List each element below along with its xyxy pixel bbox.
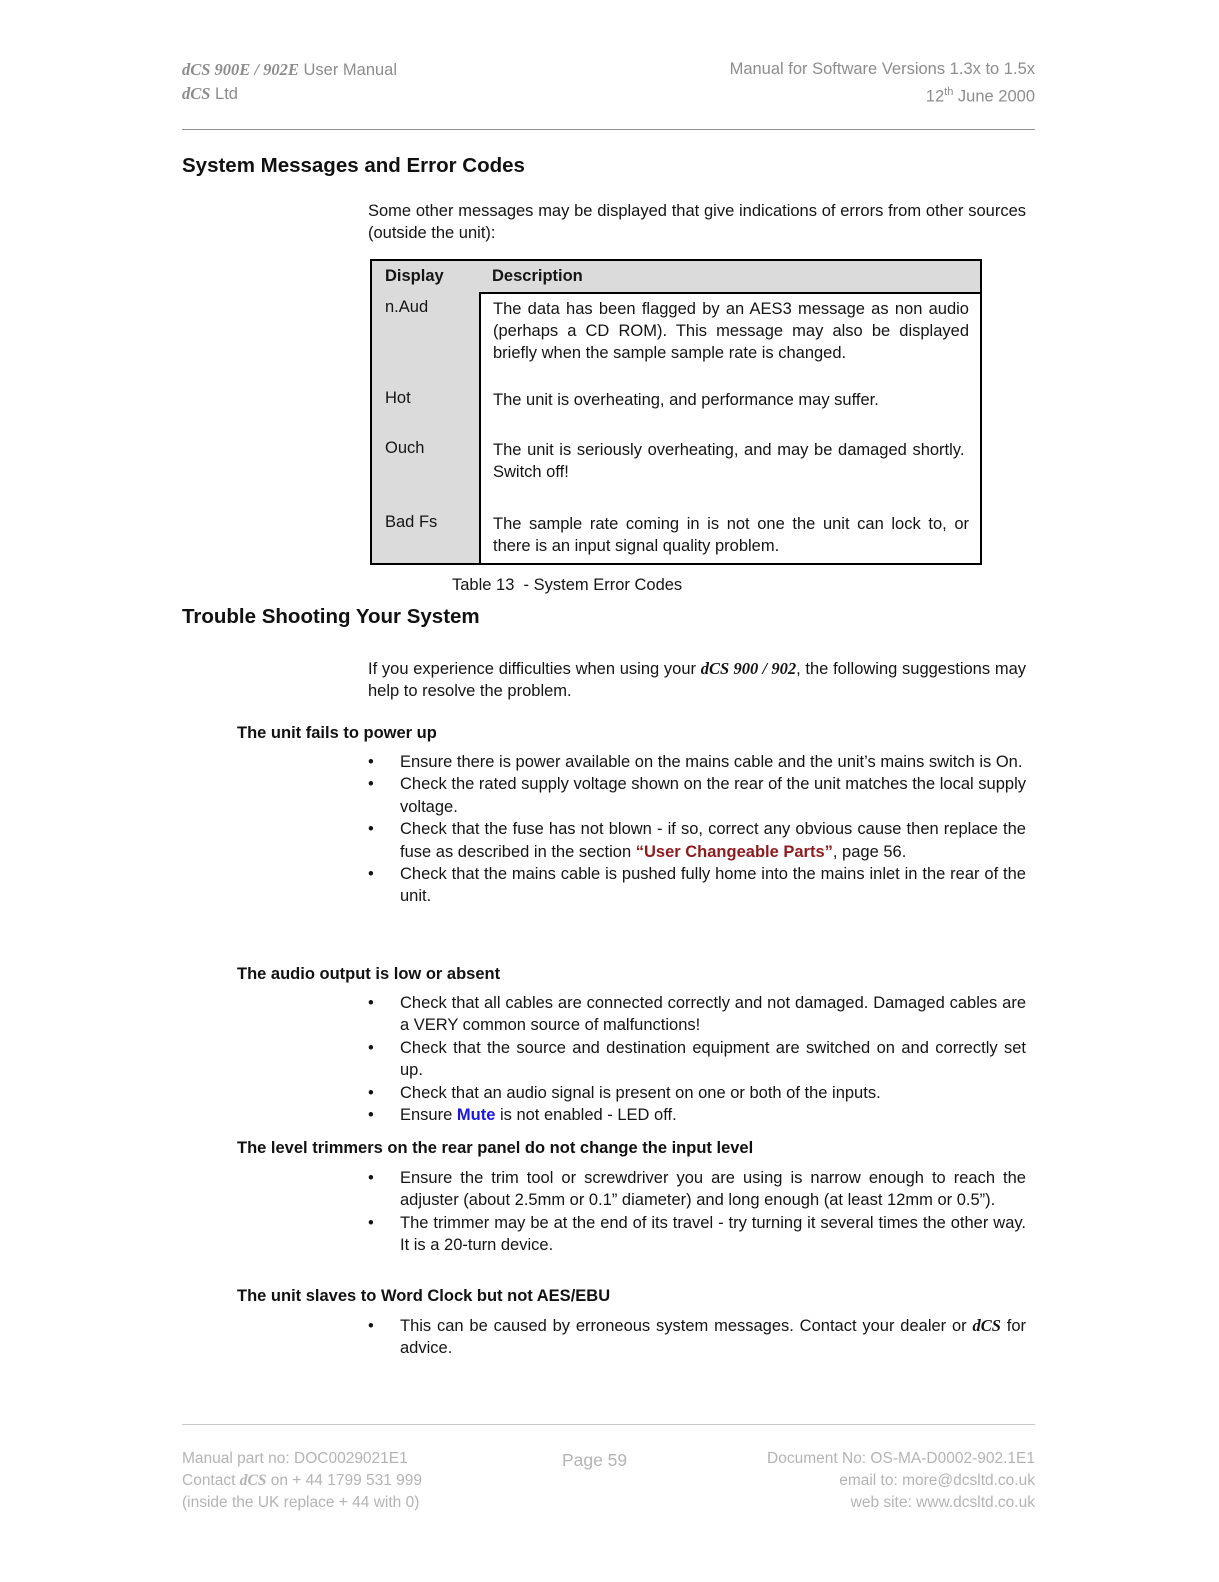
bullet-icon: • bbox=[368, 1213, 374, 1232]
table-body bbox=[372, 292, 980, 563]
audio-bullet-list bbox=[368, 992, 1026, 1126]
contact-note: (inside the UK replace + 44 with 0) bbox=[182, 1494, 420, 1511]
header-right bbox=[730, 58, 1035, 109]
footer-left bbox=[182, 1448, 422, 1514]
list-item: • Check that all cables are connected correctly and not damaged. Damaged cables are a VERY common source of malfunctions! bbox=[368, 992, 1026, 1037]
bullet-icon: • bbox=[368, 865, 374, 884]
header-software-versions: Manual for Software Versions 1.3x to 1.5x bbox=[729, 60, 1035, 78]
section-title-trouble-shooting: Trouble Shooting Your System bbox=[182, 605, 480, 628]
web-site: web site: www.dcsltd.co.uk bbox=[850, 1494, 1035, 1511]
table-row-description: The data has been flagged by an AES3 message as non audio (perhaps a CD ROM). This message may also be displayed briefly when the sample sample rate is changed. bbox=[493, 300, 969, 362]
column-header-description: Description bbox=[492, 267, 583, 285]
list-item: • Check that the fuse has not blown - if so, correct any obvious cause then replace the fuse as described in the section “User Changeable Parts”, page 56. bbox=[368, 818, 1026, 863]
manual-part-no: Manual part no: DOC0029021E1 bbox=[182, 1450, 408, 1467]
header-company: dCS Ltd bbox=[182, 84, 238, 103]
wordclock-bullet-list bbox=[368, 1315, 1026, 1360]
bullet-icon: • bbox=[368, 1317, 374, 1335]
subsection-heading-wordclock: The unit slaves to Word Clock but not AES/EBU bbox=[237, 1287, 611, 1305]
table-row-description: The unit is seriously overheating, and may be damaged shortly. Switch off! bbox=[493, 441, 969, 481]
footer-rule bbox=[182, 1424, 1035, 1425]
list-item: • Ensure there is power available on the mains cable and the unit’s mains switch is On. bbox=[368, 751, 1026, 773]
list-item: • Check that an audio signal is present on one or both of the inputs. bbox=[368, 1082, 1026, 1104]
page-number: Page 59 bbox=[561, 1450, 628, 1470]
section-title-system-messages: System Messages and Error Codes bbox=[182, 154, 525, 177]
list-item: • Ensure Mute is not enabled - LED off. bbox=[368, 1104, 1026, 1126]
bullet-icon: • bbox=[368, 1106, 374, 1125]
messages-intro-paragraph: Some other messages may be displayed that give indications of errors from other sources (outside the unit): bbox=[368, 202, 1026, 243]
list-item: • Check that the mains cable is pushed fully home into the mains inlet in the rear of the unit. bbox=[368, 863, 1026, 908]
contact-phone: Contact dCS on + 44 1799 531 999 bbox=[182, 1472, 423, 1489]
page-header bbox=[182, 58, 1035, 109]
error-codes-table bbox=[370, 259, 982, 565]
bullet-icon: • bbox=[368, 820, 374, 839]
header-left bbox=[182, 58, 397, 109]
bullet-icon: • bbox=[368, 1169, 374, 1187]
bullet-icon: • bbox=[368, 1038, 374, 1057]
table-row-label: Bad Fs bbox=[385, 513, 438, 531]
table-row-label: Hot bbox=[385, 389, 411, 407]
description-column bbox=[479, 292, 980, 563]
header-rule bbox=[182, 129, 1035, 130]
header-manual-title: dCS 900E / 902E User Manual bbox=[182, 60, 398, 79]
bullet-icon: • bbox=[368, 753, 374, 771]
email-address: email to: more@dcsltd.co.uk bbox=[839, 1472, 1035, 1489]
bullet-icon: • bbox=[368, 1083, 374, 1102]
brand-name: dCS bbox=[972, 1316, 1001, 1335]
table-row-label: n.Aud bbox=[385, 298, 429, 316]
table-caption: Table 13 - System Error Codes bbox=[452, 576, 683, 594]
bullet-icon: • bbox=[368, 994, 374, 1012]
bullet-icon: • bbox=[368, 775, 374, 794]
list-item: • Check that the source and destination equipment are switched on and correctly set up. bbox=[368, 1037, 1026, 1082]
cross-reference-user-changeable-parts[interactable]: “User Changeable Parts” bbox=[635, 842, 833, 861]
page-footer bbox=[182, 1448, 1035, 1514]
subsection-heading-audio: The audio output is low or absent bbox=[237, 965, 501, 983]
subsection-heading-trimmers: The level trimmers on the rear panel do not change the input level bbox=[237, 1139, 754, 1157]
table-row-label: Ouch bbox=[385, 439, 425, 457]
trimmers-bullet-list bbox=[368, 1167, 1026, 1257]
list-item: • Check the rated supply voltage shown on the rear of the unit matches the local supply voltage. bbox=[368, 773, 1026, 818]
header-date: 12th June 2000 bbox=[925, 86, 1035, 106]
display-column bbox=[372, 292, 479, 563]
mute-control-label: Mute bbox=[456, 1106, 496, 1125]
footer-right bbox=[767, 1448, 1035, 1514]
table-row-description: The sample rate coming in is not one the unit can lock to, or there is an input signal quality problem. bbox=[493, 515, 969, 555]
power-bullet-list bbox=[368, 751, 1026, 908]
list-item: • The trimmer may be at the end of its travel - try turning it several times the other way. It is a 20-turn device. bbox=[368, 1212, 1026, 1257]
table-header-row bbox=[372, 261, 980, 292]
list-item: • Ensure the trim tool or screwdriver you are using is narrow enough to reach the adjuster (about 2.5mm or 0.1” diameter) and long enough (at least 12mm or 0.5”). bbox=[368, 1167, 1026, 1212]
brand-model-name: dCS 900 / 902 bbox=[700, 659, 797, 678]
subsection-heading-power: The unit fails to power up bbox=[237, 724, 437, 742]
trouble-intro-paragraph: If you experience difficulties when using your dCS 900 / 902, the following suggestions may help to resolve the problem. bbox=[368, 659, 1026, 701]
list-item: • This can be caused by erroneous system messages. Contact your dealer or dCS for advice. bbox=[368, 1315, 1026, 1360]
document-no: Document No: OS-MA-D0002-902.1E1 bbox=[767, 1450, 1035, 1467]
column-header-display: Display bbox=[385, 267, 444, 285]
table-row-description: The unit is overheating, and performance may suffer. bbox=[493, 391, 879, 409]
